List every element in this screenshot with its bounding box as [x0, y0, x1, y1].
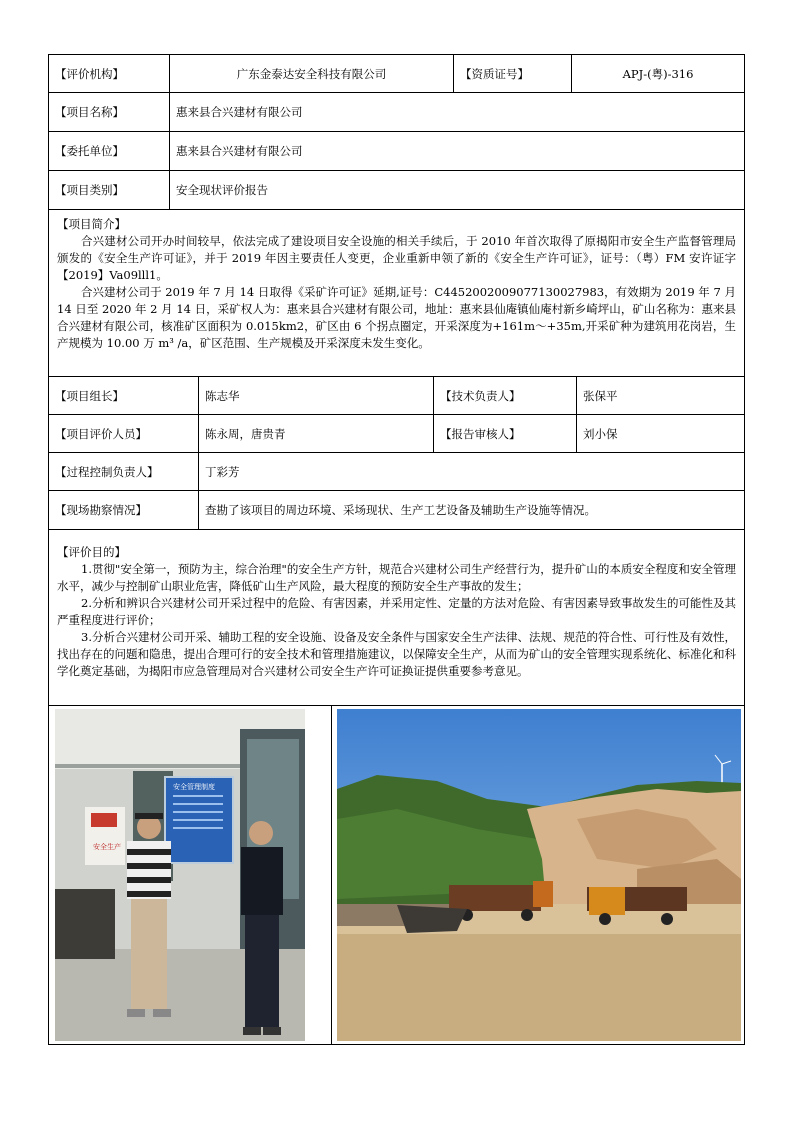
evaluation-purpose — [49, 530, 744, 706]
row-process — [49, 453, 744, 491]
category-label: 【项目类别】 — [49, 171, 170, 209]
row-survey — [49, 491, 744, 530]
project-name-label: 【项目名称】 — [49, 93, 170, 131]
purpose-item-1: 1.贯彻"安全第一，预防为主，综合治理"的安全生产方针，规范合兴建材公司生产经营行为，提升矿山的本质安全程度和安全管理水平，减少与控制矿山职业危害，降低矿山生产风险，最大程度的预防安全生产事故的发生； — [57, 562, 736, 593]
tech-value: 张保平 — [583, 388, 618, 403]
project-name-value: 惠来县合兴建材有限公司 — [176, 105, 303, 119]
project-intro — [49, 210, 744, 377]
client-value: 惠来县合兴建材有限公司 — [176, 144, 303, 158]
purpose-item-3: 3.分析合兴建材公司开采、辅助工程的安全设施、设备及安全条件与国家安全生产法律、法规、规范的符合性、可行性及有效性，找出存在的问题和隐患，提出合理可行的安全技术和管理措施建议，以保障安全生产，从而为矿山的安全管理实现系统化、标准化和科学化奠定基础，为揭阳市应急管理局对合兴建材公司安全生产许可证换证提供重要参考意见。 — [57, 630, 736, 678]
row-client — [49, 132, 744, 171]
purpose-heading: 【评价目的】 — [57, 545, 126, 559]
report-form — [48, 54, 745, 1045]
row-members — [49, 415, 744, 453]
row-leader — [49, 377, 744, 415]
intro-heading: 【项目简介】 — [57, 217, 126, 231]
site-visit-photo — [55, 709, 305, 1041]
row-project-name — [49, 93, 744, 132]
process-value: 丁彩芳 — [205, 464, 240, 479]
purpose-item-2: 2.分析和辨识合兴建材公司开采过程中的危险、有害因素，并采用定性、定量的方法对危险、有害因素导致事故发生的可能性及其严重程度进行评价； — [57, 596, 736, 627]
survey-value: 查勘了该项目的周边环境、采场现状、生产工艺设备及辅助生产设施等情况。 — [205, 503, 596, 517]
poster-text: 安全生产 — [93, 843, 121, 851]
agency-value: 广东金泰达安全科技有限公司 — [170, 55, 454, 92]
intro-paragraph-1: 合兴建材公司开办时间较早，依法完成了建设项目安全设施的相关手续后，于 2010 年首次取得了原揭阳市安全生产监督管理局颁发的《安全生产许可证》，并于 2019 年因主要责任人变更，企业重新申领了新的《安全生产许可证》，证号：（粤）FM 安许证字【2019】Va09lll1。 — [57, 234, 736, 282]
row-category — [49, 171, 744, 210]
category-value: 安全现状评价报告 — [176, 183, 268, 197]
reviewer-value: 刘小保 — [583, 426, 618, 441]
members-value: 陈永周，唐贵青 — [199, 415, 434, 452]
cert-label: 【资质证号】 — [454, 55, 572, 92]
board-title: 安全管理制度 — [173, 783, 215, 791]
quarry-site-photo — [337, 709, 741, 1041]
row-agency — [49, 55, 744, 93]
agency-label: 【评价机构】 — [49, 55, 170, 92]
reviewer-label: 【报告审核人】 — [434, 415, 577, 452]
process-label: 【过程控制负责人】 — [49, 453, 199, 490]
quarry-image — [337, 709, 741, 1041]
leader-value: 陈志华 — [199, 377, 434, 414]
members-label: 【项目评价人员】 — [49, 415, 199, 452]
intro-paragraph-2: 合兴建材公司于 2019 年 7 月 14 日取得《采矿许可证》延期,证号：C4452002009077130027983，有效期为 2019 年 7 月 14 日至 2020 年 2 月 14 日，采矿权人为：惠来县合兴建材有限公司，地址：惠来县仙庵镇仙庵村新乡崎坪山，矿山名称为：惠来县合兴建材有限公司，核准矿区面积为 0.015km2，矿区由 6 个拐点圈定，开采深度为+161m～+35m,开采矿种为建筑用花岗岩，生产规模为 10.00 万 m³ /a，矿区范围、生产规模及开采深度未发生变化。 — [57, 285, 736, 350]
site-visit-image — [55, 709, 305, 1041]
client-label: 【委托单位】 — [49, 132, 170, 170]
leader-label: 【项目组长】 — [49, 377, 199, 414]
tech-label: 【技术负责人】 — [434, 377, 577, 414]
row-photos — [49, 706, 744, 1044]
survey-label: 【现场勘察情况】 — [49, 491, 199, 529]
cert-value: APJ-(粤)-316 — [622, 66, 694, 81]
